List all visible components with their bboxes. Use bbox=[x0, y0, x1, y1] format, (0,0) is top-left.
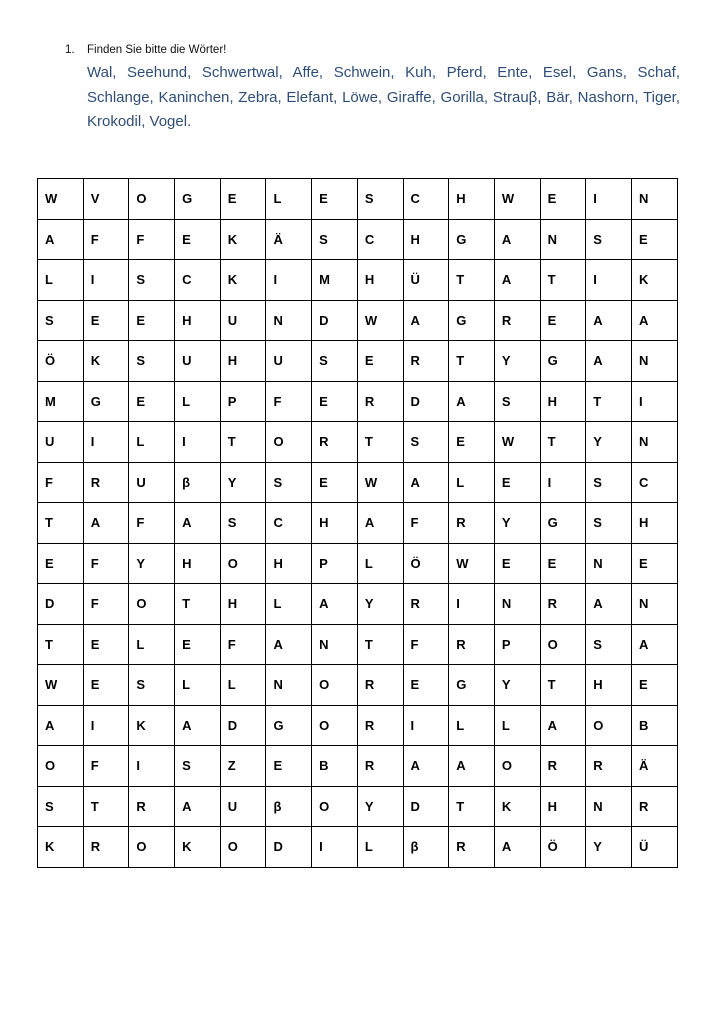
grid-cell: Y bbox=[357, 584, 403, 625]
grid-cell: A bbox=[540, 705, 586, 746]
grid-cell: I bbox=[129, 746, 175, 787]
grid-cell: K bbox=[220, 260, 266, 301]
grid-cell: O bbox=[312, 705, 358, 746]
grid-cell: L bbox=[129, 624, 175, 665]
grid-cell: T bbox=[540, 665, 586, 706]
grid-cell: P bbox=[494, 624, 540, 665]
grid-cell: H bbox=[586, 665, 632, 706]
grid-cell: Y bbox=[494, 665, 540, 706]
grid-row bbox=[38, 260, 678, 301]
grid-cell: G bbox=[83, 381, 129, 422]
grid-cell: L bbox=[357, 827, 403, 868]
instruction bbox=[65, 44, 226, 56]
grid-cell: N bbox=[494, 584, 540, 625]
grid-cell: Ö bbox=[403, 543, 449, 584]
grid-cell: A bbox=[494, 827, 540, 868]
grid-cell: Y bbox=[494, 341, 540, 382]
grid-cell: Z bbox=[220, 746, 266, 787]
grid-cell: O bbox=[38, 746, 84, 787]
grid-row bbox=[38, 179, 678, 220]
grid-cell: S bbox=[312, 219, 358, 260]
grid-cell: S bbox=[38, 786, 84, 827]
grid-cell: I bbox=[83, 422, 129, 463]
grid-cell: R bbox=[312, 422, 358, 463]
instruction-text: Finden Sie bitte die Wörter! bbox=[87, 44, 227, 56]
grid-cell: F bbox=[403, 503, 449, 544]
grid-cell: F bbox=[129, 503, 175, 544]
grid-cell: A bbox=[38, 219, 84, 260]
grid-cell: R bbox=[494, 300, 540, 341]
grid-cell: R bbox=[586, 746, 632, 787]
grid-row bbox=[38, 341, 678, 382]
grid-cell: N bbox=[631, 341, 677, 382]
grid-cell: E bbox=[312, 381, 358, 422]
grid-cell: W bbox=[357, 300, 403, 341]
grid-cell: S bbox=[129, 341, 175, 382]
grid-cell: A bbox=[586, 341, 632, 382]
grid-cell: T bbox=[220, 422, 266, 463]
grid-cell: S bbox=[494, 381, 540, 422]
grid-cell: E bbox=[129, 381, 175, 422]
grid-cell: L bbox=[266, 584, 312, 625]
grid-cell: E bbox=[38, 543, 84, 584]
grid-cell: E bbox=[175, 624, 221, 665]
grid-cell: S bbox=[312, 341, 358, 382]
grid-cell: G bbox=[540, 341, 586, 382]
grid-cell: D bbox=[403, 381, 449, 422]
grid-cell: S bbox=[129, 665, 175, 706]
grid-cell: E bbox=[175, 219, 221, 260]
grid-cell: N bbox=[631, 422, 677, 463]
grid-cell: O bbox=[540, 624, 586, 665]
grid-cell: T bbox=[449, 260, 495, 301]
grid-row bbox=[38, 422, 678, 463]
grid-cell: C bbox=[266, 503, 312, 544]
grid-cell: β bbox=[266, 786, 312, 827]
grid-cell: K bbox=[494, 786, 540, 827]
grid-cell: E bbox=[449, 422, 495, 463]
grid-cell: O bbox=[312, 786, 358, 827]
grid-cell: G bbox=[449, 300, 495, 341]
grid-cell: O bbox=[129, 179, 175, 220]
grid-cell: W bbox=[38, 179, 84, 220]
grid-cell: S bbox=[220, 503, 266, 544]
grid-cell: I bbox=[312, 827, 358, 868]
grid-cell: Y bbox=[586, 422, 632, 463]
grid-cell: D bbox=[38, 584, 84, 625]
grid-cell: S bbox=[586, 219, 632, 260]
grid-cell: B bbox=[631, 705, 677, 746]
grid-cell: E bbox=[266, 746, 312, 787]
grid-row bbox=[38, 219, 678, 260]
grid-cell: F bbox=[266, 381, 312, 422]
grid-cell: T bbox=[38, 624, 84, 665]
grid-cell: F bbox=[83, 584, 129, 625]
grid-cell: U bbox=[38, 422, 84, 463]
grid-cell: A bbox=[586, 584, 632, 625]
grid-row bbox=[38, 381, 678, 422]
grid-cell: L bbox=[38, 260, 84, 301]
grid-cell: F bbox=[220, 624, 266, 665]
grid-cell: Ä bbox=[266, 219, 312, 260]
grid-cell: H bbox=[220, 584, 266, 625]
grid-cell: T bbox=[540, 260, 586, 301]
grid-cell: U bbox=[129, 462, 175, 503]
grid-cell: H bbox=[357, 260, 403, 301]
grid-cell: β bbox=[403, 827, 449, 868]
grid-cell: G bbox=[449, 219, 495, 260]
grid-cell: E bbox=[540, 543, 586, 584]
word-list: Wal, Seehund, Schwertwal, Affe, Schwein, Kuh, Pferd, Ente, Esel, Gans, Schaf, Schlange, Kaninchen, Zebra, Elefant, Löwe, Giraffe, Gorilla, Strauβ, Bär, Nashorn, Tiger, Krokodil, Vogel. bbox=[87, 64, 680, 130]
grid-cell: Ö bbox=[540, 827, 586, 868]
grid-cell: L bbox=[449, 462, 495, 503]
grid-cell: H bbox=[312, 503, 358, 544]
grid-cell: A bbox=[403, 300, 449, 341]
grid-cell: Y bbox=[586, 827, 632, 868]
grid-cell: R bbox=[631, 786, 677, 827]
grid-cell: K bbox=[129, 705, 175, 746]
grid-cell: E bbox=[631, 219, 677, 260]
grid-cell: Y bbox=[220, 462, 266, 503]
grid-row bbox=[38, 665, 678, 706]
grid-cell: R bbox=[357, 381, 403, 422]
grid-cell: N bbox=[266, 665, 312, 706]
grid-cell: K bbox=[220, 219, 266, 260]
grid-cell: C bbox=[357, 219, 403, 260]
grid-cell: C bbox=[175, 260, 221, 301]
grid-row bbox=[38, 584, 678, 625]
grid-cell: A bbox=[449, 381, 495, 422]
grid-cell: W bbox=[449, 543, 495, 584]
grid-cell: T bbox=[38, 503, 84, 544]
grid-cell: T bbox=[175, 584, 221, 625]
grid-cell: D bbox=[266, 827, 312, 868]
grid-cell: U bbox=[220, 300, 266, 341]
grid-cell: E bbox=[631, 543, 677, 584]
grid-cell: F bbox=[403, 624, 449, 665]
grid-cell: D bbox=[312, 300, 358, 341]
grid-cell: Ä bbox=[631, 746, 677, 787]
grid-cell: H bbox=[631, 503, 677, 544]
grid-cell: U bbox=[175, 341, 221, 382]
grid-cell: S bbox=[586, 624, 632, 665]
grid-cell: A bbox=[403, 746, 449, 787]
grid-cell: I bbox=[449, 584, 495, 625]
grid-cell: N bbox=[266, 300, 312, 341]
grid-cell: K bbox=[38, 827, 84, 868]
grid-cell: A bbox=[312, 584, 358, 625]
grid-cell: I bbox=[586, 260, 632, 301]
grid-cell: I bbox=[631, 381, 677, 422]
grid-cell: T bbox=[449, 341, 495, 382]
grid-cell: N bbox=[586, 543, 632, 584]
grid-cell: G bbox=[540, 503, 586, 544]
grid-cell: I bbox=[83, 705, 129, 746]
grid-cell: R bbox=[540, 584, 586, 625]
grid-cell: H bbox=[449, 179, 495, 220]
grid-cell: L bbox=[449, 705, 495, 746]
grid-cell: E bbox=[312, 179, 358, 220]
grid-cell: S bbox=[266, 462, 312, 503]
grid-cell: M bbox=[312, 260, 358, 301]
grid-cell: A bbox=[175, 786, 221, 827]
grid-cell: F bbox=[83, 219, 129, 260]
grid-cell: W bbox=[494, 179, 540, 220]
grid-row bbox=[38, 624, 678, 665]
grid-row bbox=[38, 543, 678, 584]
grid-cell: R bbox=[83, 462, 129, 503]
grid-cell: E bbox=[83, 665, 129, 706]
grid-cell: A bbox=[357, 503, 403, 544]
grid-cell: I bbox=[83, 260, 129, 301]
grid-cell: Y bbox=[494, 503, 540, 544]
grid-cell: E bbox=[494, 462, 540, 503]
grid-cell: S bbox=[586, 462, 632, 503]
grid-cell: K bbox=[175, 827, 221, 868]
grid-cell: A bbox=[631, 624, 677, 665]
grid-cell: C bbox=[403, 179, 449, 220]
grid-cell: H bbox=[403, 219, 449, 260]
grid-cell: M bbox=[38, 381, 84, 422]
grid-cell: D bbox=[220, 705, 266, 746]
grid-cell: H bbox=[175, 300, 221, 341]
grid-row bbox=[38, 462, 678, 503]
grid-cell: R bbox=[449, 503, 495, 544]
grid-cell: S bbox=[129, 260, 175, 301]
grid-cell: O bbox=[494, 746, 540, 787]
grid-cell: T bbox=[357, 422, 403, 463]
grid-cell: T bbox=[357, 624, 403, 665]
grid-cell: O bbox=[586, 705, 632, 746]
grid-cell: B bbox=[312, 746, 358, 787]
grid-cell: R bbox=[129, 786, 175, 827]
grid-cell: F bbox=[83, 746, 129, 787]
grid-cell: S bbox=[357, 179, 403, 220]
grid-cell: W bbox=[494, 422, 540, 463]
grid-cell: A bbox=[38, 705, 84, 746]
grid-cell: E bbox=[494, 543, 540, 584]
grid-cell: U bbox=[220, 786, 266, 827]
grid-cell: L bbox=[266, 179, 312, 220]
grid-cell: H bbox=[175, 543, 221, 584]
grid-cell: O bbox=[220, 543, 266, 584]
grid-cell: R bbox=[357, 746, 403, 787]
grid-cell: W bbox=[357, 462, 403, 503]
grid-cell: F bbox=[129, 219, 175, 260]
grid-cell: S bbox=[586, 503, 632, 544]
grid-cell: A bbox=[494, 219, 540, 260]
grid-row bbox=[38, 827, 678, 868]
grid-cell: I bbox=[540, 462, 586, 503]
grid-cell: F bbox=[38, 462, 84, 503]
grid-cell: I bbox=[175, 422, 221, 463]
grid-cell: Ü bbox=[403, 260, 449, 301]
grid-cell: S bbox=[403, 422, 449, 463]
grid-cell: O bbox=[220, 827, 266, 868]
grid-cell: A bbox=[175, 503, 221, 544]
grid-cell: A bbox=[403, 462, 449, 503]
grid-cell: E bbox=[540, 179, 586, 220]
grid-cell: A bbox=[449, 746, 495, 787]
grid-cell: O bbox=[129, 827, 175, 868]
grid-cell: A bbox=[175, 705, 221, 746]
grid-cell: T bbox=[586, 381, 632, 422]
grid-row bbox=[38, 705, 678, 746]
grid-cell: R bbox=[357, 665, 403, 706]
grid-cell: T bbox=[540, 422, 586, 463]
grid-row bbox=[38, 786, 678, 827]
grid-row bbox=[38, 746, 678, 787]
grid-cell: L bbox=[175, 665, 221, 706]
grid-row bbox=[38, 300, 678, 341]
grid-cell: D bbox=[403, 786, 449, 827]
grid-cell: R bbox=[449, 624, 495, 665]
grid-cell: P bbox=[312, 543, 358, 584]
grid-cell: P bbox=[220, 381, 266, 422]
grid-cell: A bbox=[586, 300, 632, 341]
grid-cell: O bbox=[129, 584, 175, 625]
grid-cell: G bbox=[175, 179, 221, 220]
grid-cell: E bbox=[83, 300, 129, 341]
grid-cell: H bbox=[540, 381, 586, 422]
grid-cell: R bbox=[449, 827, 495, 868]
grid-cell: V bbox=[83, 179, 129, 220]
grid-cell: E bbox=[129, 300, 175, 341]
grid-cell: A bbox=[631, 300, 677, 341]
grid-cell: I bbox=[586, 179, 632, 220]
grid-cell: N bbox=[312, 624, 358, 665]
grid-cell: H bbox=[220, 341, 266, 382]
grid-cell: N bbox=[631, 584, 677, 625]
grid-cell: R bbox=[540, 746, 586, 787]
grid-cell: L bbox=[175, 381, 221, 422]
grid-cell: I bbox=[403, 705, 449, 746]
grid-cell: E bbox=[83, 624, 129, 665]
grid-cell: E bbox=[540, 300, 586, 341]
grid-cell: β bbox=[175, 462, 221, 503]
word-search-grid bbox=[37, 178, 678, 868]
grid-cell: E bbox=[403, 665, 449, 706]
grid-cell: R bbox=[403, 341, 449, 382]
grid-cell: E bbox=[312, 462, 358, 503]
grid-cell: S bbox=[38, 300, 84, 341]
grid-cell: G bbox=[266, 705, 312, 746]
grid-cell: U bbox=[266, 341, 312, 382]
grid-cell: W bbox=[38, 665, 84, 706]
grid-cell: N bbox=[540, 219, 586, 260]
grid-cell: E bbox=[357, 341, 403, 382]
grid-cell: A bbox=[266, 624, 312, 665]
grid-cell: L bbox=[129, 422, 175, 463]
grid-cell: E bbox=[220, 179, 266, 220]
grid-cell: H bbox=[540, 786, 586, 827]
grid-cell: N bbox=[586, 786, 632, 827]
grid-cell: N bbox=[631, 179, 677, 220]
grid-cell: I bbox=[266, 260, 312, 301]
grid-cell: E bbox=[631, 665, 677, 706]
grid-cell: Ö bbox=[38, 341, 84, 382]
grid-cell: T bbox=[449, 786, 495, 827]
grid-row bbox=[38, 503, 678, 544]
grid-cell: A bbox=[83, 503, 129, 544]
grid-cell: L bbox=[494, 705, 540, 746]
grid-cell: A bbox=[494, 260, 540, 301]
grid-cell: Y bbox=[129, 543, 175, 584]
grid-cell: L bbox=[357, 543, 403, 584]
grid-cell: H bbox=[266, 543, 312, 584]
grid-cell: C bbox=[631, 462, 677, 503]
grid-cell: Ü bbox=[631, 827, 677, 868]
grid-cell: T bbox=[83, 786, 129, 827]
grid-cell: G bbox=[449, 665, 495, 706]
grid-cell: F bbox=[83, 543, 129, 584]
grid-cell: K bbox=[631, 260, 677, 301]
grid-cell: S bbox=[175, 746, 221, 787]
grid-cell: O bbox=[312, 665, 358, 706]
grid-cell: L bbox=[220, 665, 266, 706]
instruction-number: 1. bbox=[65, 44, 75, 56]
grid-cell: K bbox=[83, 341, 129, 382]
grid-cell: O bbox=[266, 422, 312, 463]
grid-cell: R bbox=[83, 827, 129, 868]
grid-cell: R bbox=[357, 705, 403, 746]
grid-cell: Y bbox=[357, 786, 403, 827]
grid-cell: R bbox=[403, 584, 449, 625]
